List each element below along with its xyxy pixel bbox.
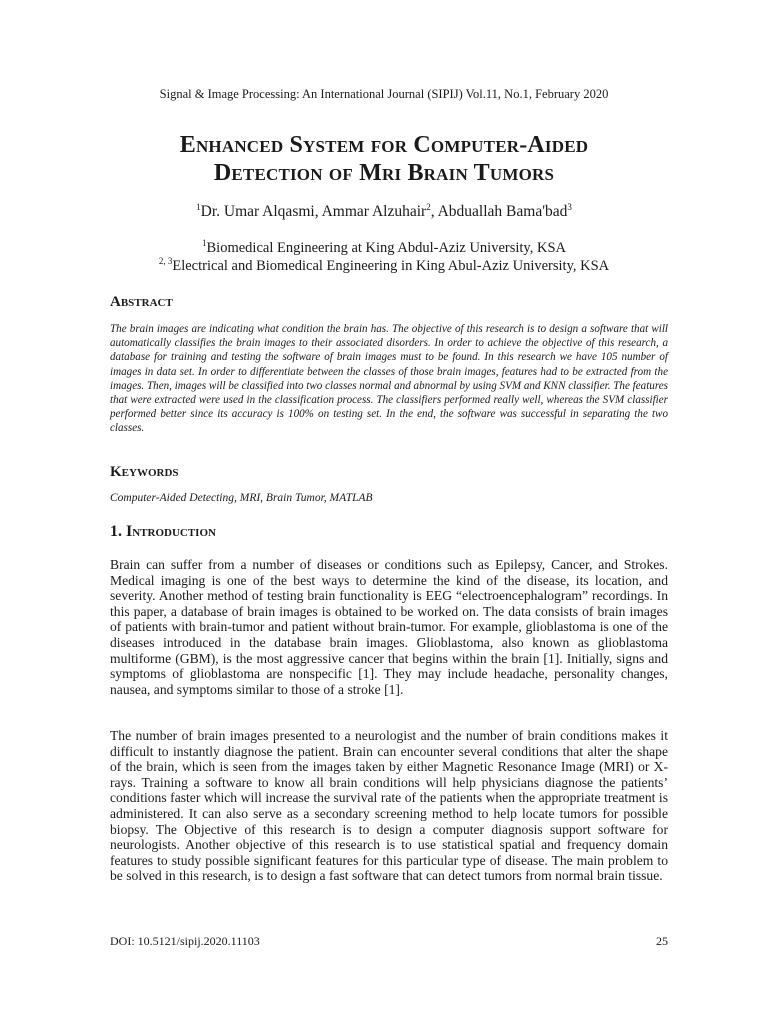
introduction-heading: 1. Introduction: [110, 523, 216, 540]
author-affil-mark: 2: [426, 201, 431, 212]
keywords-heading: Keywords: [110, 464, 179, 480]
footer-doi: DOI: 10.5121/sipij.2020.11103: [110, 934, 260, 948]
introduction-paragraph-2: The number of brain images presented to a neurologist and the number of brain conditions makes it difficult to instantly diagnose the patient. Brain can encounter several conditions that alter the shape of the brain, which is seen from the images taken by either Magnetic Resonance Image (MRI) or X-rays. Training a software to know all brain conditions will help physicians diagnose the patients’ conditions faster which will increase the survival rate of the patients when the appropriate treatment is administered. It can also serve as a secondary screening method to help locate tumors for possible biopsy. The Objective of this research is to design a computer diagnosis support software for neurologists. Another objective of this research is to use statistical spatial and frequency domain features to study possible significant features for this particular type of disease. The main problem to be solved in this research, is to design a fast software that can detect tumors from normal brain tissue.: [110, 728, 668, 884]
affiliation-2: [0, 258, 768, 275]
running-header: Signal & Image Processing: An International Journal (SIPIJ) Vol.11, No.1, February 2020: [159, 87, 609, 101]
affiliation-1: [0, 240, 768, 257]
abstract-heading: Abstract: [110, 294, 173, 310]
affiliation-mark: 2, 3: [158, 256, 173, 267]
author-names: , Abduallah Bama'bad: [430, 203, 568, 220]
title-line-1: Enhanced System for Computer-Aided: [179, 132, 589, 158]
author-affil-mark: 3: [567, 201, 572, 212]
abstract-body: The brain images are indicating what condition the brain has. The objective of this research is to design a software that will automatically classifies the brain images to their associated disorders. In order to achieve the objective of this research, a database for training and testing the software of brain images must to be found. In this research we have 105 number of images in data set. In order to differentiate between the classes of those brain images, features had to be extracted from the images. Then, images will be classified into two classes normal and abnormal by using SVM and KNN classifier. The features that were extracted were used in the classification process. The classifiers performed really well, whereas the SVM classifier performed better since its accuracy is 100% on testing set. In the end, the software was successful in separating the two classes.: [110, 323, 668, 435]
page-number: 25: [656, 934, 668, 948]
author-affil-mark: 1: [196, 201, 201, 212]
affiliation-mark: 1: [202, 238, 207, 249]
paper-title: [60, 131, 708, 187]
affiliation-text: Biomedical Engineering at King Abdul-Aziz University, KSA: [206, 240, 566, 256]
keywords-body: Computer-Aided Detecting, MRI, Brain Tumor, MATLAB: [110, 492, 373, 504]
affiliation-text: Electrical and Biomedical Engineering in King Abul-Aziz University, KSA: [172, 258, 610, 274]
introduction-paragraph-1: Brain can suffer from a number of diseases or conditions such as Epilepsy, Cancer, and Strokes. Medical imaging is one of the best ways to determine the kind of the disease, its location, and severity. Another method of testing brain functionality is EEG “electroencephalogram” recordings. In this paper, a database of brain images is obtained to be worked on. The data consists of brain images of patients with brain-tumor and patient without brain-tumor. For example, glioblastoma is one of the diseases introduced in the database brain images. Glioblastoma, also known as glioblastoma multiforme (GBM), is the most aggressive cancer that begins within the brain [1]. Initially, signs and symptoms of glioblastoma are nonspecific [1]. They may include headache, personality changes, nausea, and symptoms similar to those of a stroke [1].: [110, 557, 668, 697]
author-list: [0, 203, 768, 221]
author-names: Dr. Umar Alqasmi, Ammar Alzuhair: [200, 203, 427, 220]
title-line-2: Detection of Mri Brain Tumors: [213, 160, 555, 186]
